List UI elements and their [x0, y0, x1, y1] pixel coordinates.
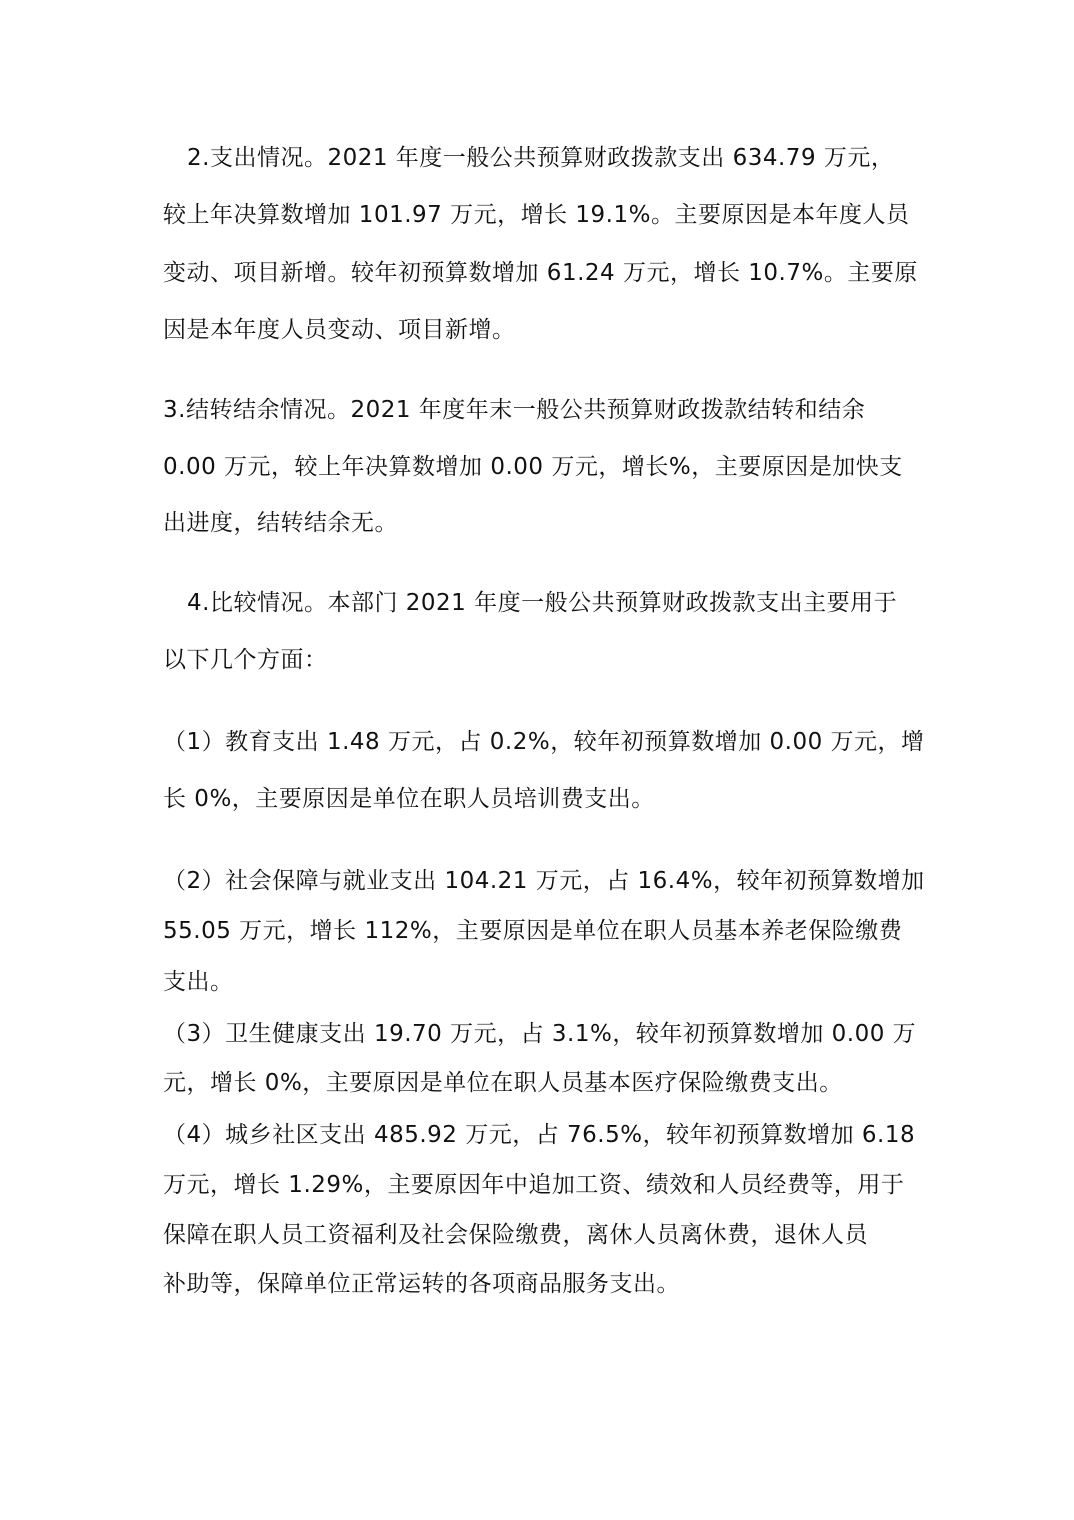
urban-rural-item-line: 补助等，保障单位正常运转的各项商品服务支出。: [163, 1271, 680, 1297]
health-item-line: 元，增长 0%，主要原因是单位在职人员基本医疗保险缴费支出。: [163, 1070, 843, 1096]
social-security-item-line: 55.05 万元，增长 112%，主要原因是单位在职人员基本养老保险缴费: [163, 918, 903, 944]
carryover-paragraph-line: 0.00 万元，较上年决算数增加 0.00 万元，增长%，主要原因是加快支: [163, 454, 903, 480]
expenditure-paragraph-line: 因是本年度人员变动、项目新增。: [163, 317, 516, 343]
social-security-item-line: 支出。: [163, 969, 234, 995]
comparison-paragraph-line: 以下几个方面：: [163, 647, 328, 673]
education-item-line: （1）教育支出 1.48 万元，占 0.2%，较年初预算数增加 0.00 万元，增: [163, 729, 925, 755]
comparison-paragraph-line: 4.比较情况。本部门 2021 年度一般公共预算财政拨款支出主要用于: [187, 590, 898, 616]
urban-rural-item-line: （4）城乡社区支出 485.92 万元，占 76.5%，较年初预算数增加 6.18: [163, 1122, 916, 1148]
social-security-item-line: （2）社会保障与就业支出 104.21 万元，占 16.4%，较年初预算数增加: [163, 868, 925, 894]
education-item-line: 长 0%，主要原因是单位在职人员培训费支出。: [163, 786, 655, 812]
expenditure-paragraph-line: 较上年决算数增加 101.97 万元，增长 19.1%。主要原因是本年度人员: [163, 202, 910, 228]
health-item-line: （3）卫生健康支出 19.70 万元，占 3.1%，较年初预算数增加 0.00 万: [163, 1021, 917, 1047]
urban-rural-item-line: 保障在职人员工资福利及社会保险缴费，离休人员离休费，退休人员: [163, 1222, 868, 1248]
expenditure-paragraph-line: 2.支出情况。2021 年度一般公共预算财政拨款支出 634.79 万元，: [187, 145, 895, 171]
urban-rural-item-line: 万元，增长 1.29%，主要原因年中追加工资、绩效和人员经费等，用于: [163, 1172, 905, 1198]
carryover-paragraph-line: 3.结转结余情况。2021 年度年末一般公共预算财政拨款结转和结余: [163, 397, 866, 423]
expenditure-paragraph-line: 变动、项目新增。较年初预算数增加 61.24 万元，增长 10.7%。主要原: [163, 260, 918, 286]
carryover-paragraph-line: 出进度，结转结余无。: [163, 510, 398, 536]
